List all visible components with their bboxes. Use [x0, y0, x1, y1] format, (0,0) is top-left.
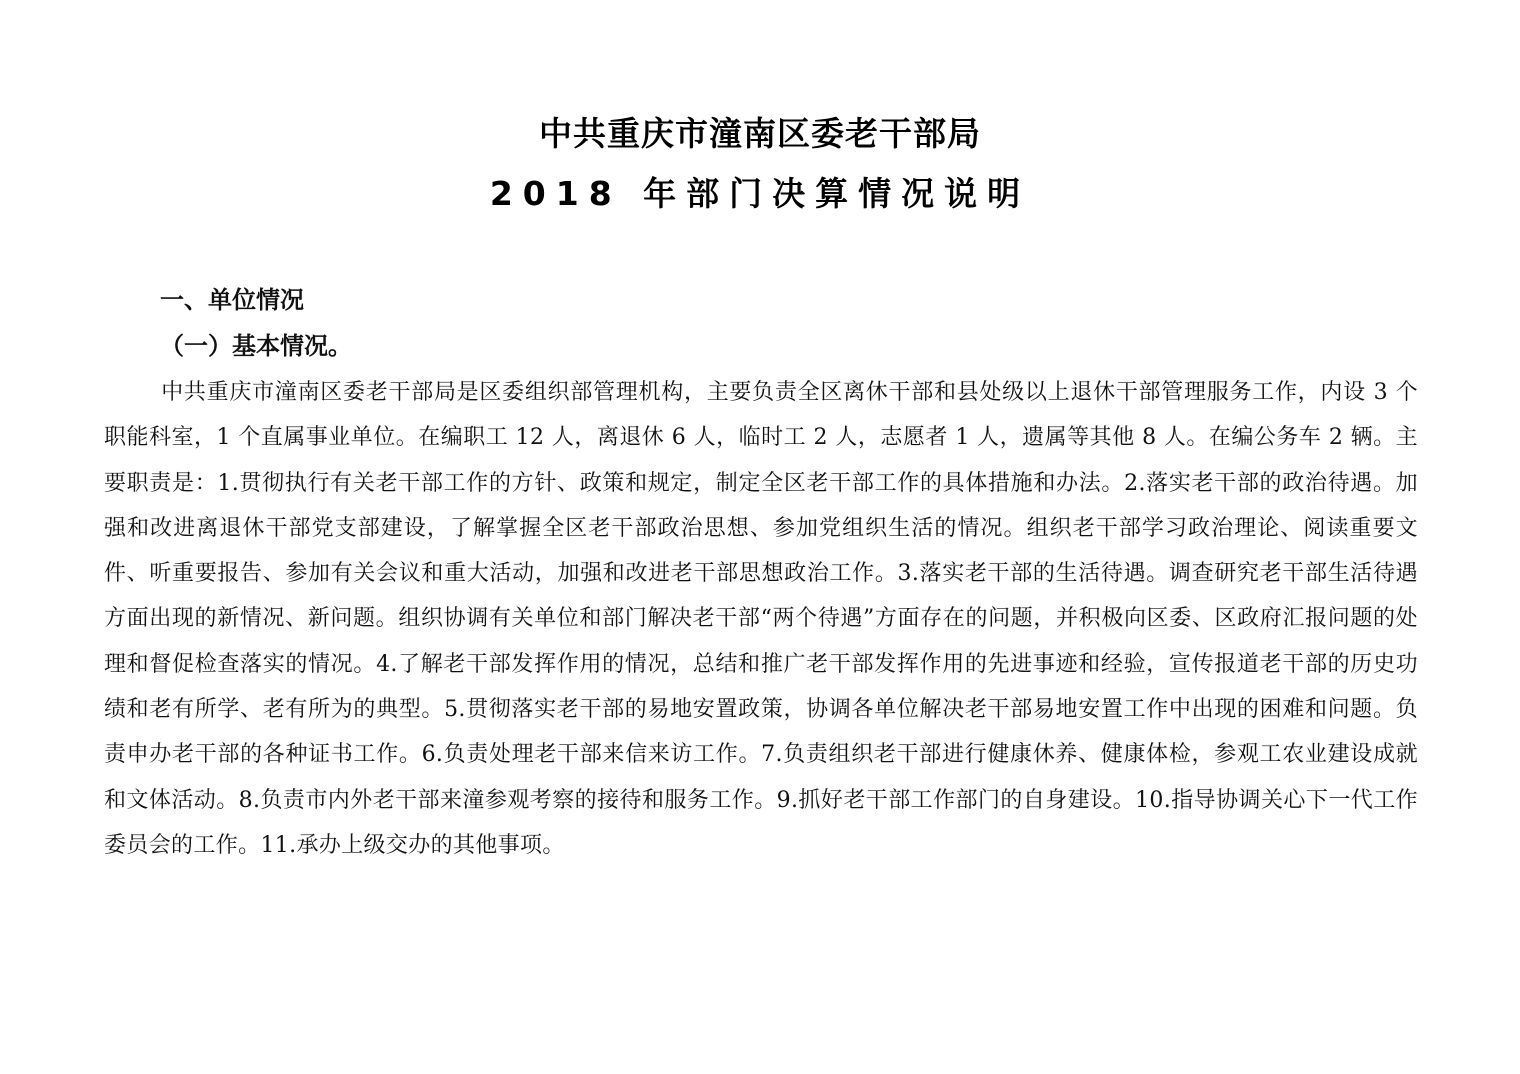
sub-heading-basic-situation: （一）基本情况。 [160, 331, 352, 360]
section-heading-unit-situation: 一、单位情况 [160, 286, 304, 314]
document-title-organization: 中共重庆市潼南区委老干部局 [539, 114, 981, 153]
document-title-report: 2018 年部门决算情况说明 [489, 174, 1031, 213]
body-paragraph: 中共重庆市潼南区委老干部局是区委组织部管理机构，主要负责全区离休干部和县处级以上退休干部管理服务工作，内设 3 个职能科室，1 个直属事业单位。在编职工 12 人，离退休 6 人，临时工 2 人，志愿者 1 人，遗属等其他 8 人。在编公务车 2 辆。主要职责是：1.贯彻执行有关老干部工作的方针、政策和规定，制定全区老干部工作的具体措施和办法。2.落实老干部的政治待遇。加强和改进离退休干部党支部建设，了解掌握全区老干部政治思想、参加党组织生活的情况。组织老干部学习政治理论、阅读重要文件、听重要报告、参加有关会议和重大活动，加强和改进老干部思想政治工作。3.落实老干部的生活待遇。调查研究老干部生活待遇方面出现的新情况、新问题。组织协调有关单位和部门解决老干部“两个待遇”方面存在的问题，并积极向区委、区政府汇报问题的处理和督促检查落实的情况。4.了解老干部发挥作用的情况，总结和推广老干部发挥作用的先进事迹和经验，宣传报道老干部的历史功绩和老有所学、老有所为的典型。5.贯彻落实老干部的易地安置政策，协调各单位解决老干部易地安置工作中出现的困难和问题。负责申办老干部的各种证书工作。6.负责处理老干部来信来访工作。7.负责组织老干部进行健康休养、健康体检，参观工农业建设成就和文体活动。8.负责市内外老干部来潼参观考察的接待和服务工作。9.抓好老干部工作部门的自身建设。10.指导协调关心下一代工作委员会的工作。11.承办上级交办的其他事项。 [104, 380, 1419, 858]
